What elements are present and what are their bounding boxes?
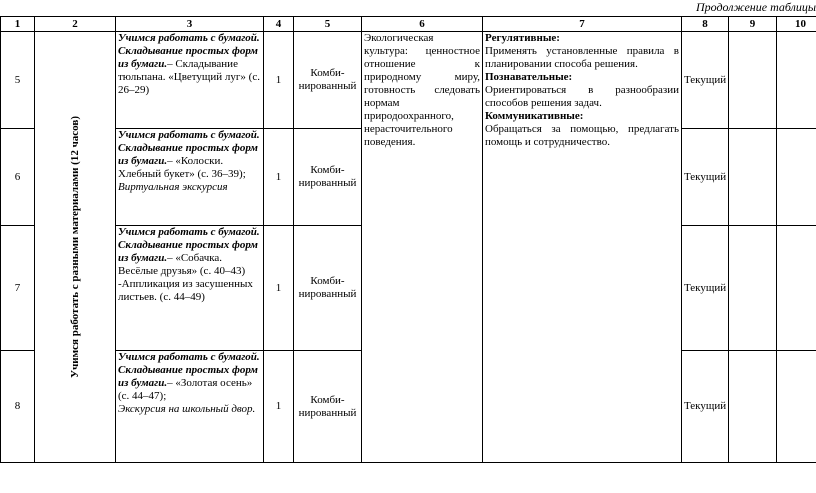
regulative-text: Применять установленные правила в планировании способа решения. (485, 45, 679, 70)
topic-cell (116, 129, 264, 226)
section-title: Учимся работать с разными материалами (12 часов) (69, 116, 81, 378)
hours-cell: 1 (264, 226, 294, 351)
col-header: 10 (777, 17, 816, 32)
empty-cell (777, 226, 816, 351)
personal-results-cell: Экологическая культура: ценностное отношение к природному миру, готовность следовать нормам природоохранного, нерасточительного поведения. (362, 32, 483, 463)
header-row (1, 17, 816, 32)
col-header: 2 (35, 17, 116, 32)
table-row (1, 32, 816, 129)
empty-cell (777, 32, 816, 129)
lesson-plan-table (0, 16, 816, 463)
empty-cell (729, 129, 777, 226)
lesson-number: 6 (1, 129, 35, 226)
col-header: 8 (682, 17, 729, 32)
topic-cell (116, 32, 264, 129)
topic-note: Экскурсия на школьный двор. (118, 403, 256, 415)
communicative-title: Коммуникативные: (485, 110, 584, 122)
regulative-title: Регулятивные: (485, 32, 560, 44)
topic-title: Учимся работать с бумагой. Складывание простых форм из бумаги. (118, 226, 260, 264)
topic-dash: – (167, 252, 173, 264)
hours-cell: 1 (264, 32, 294, 129)
cognitive-title: Познавательные: (485, 71, 573, 83)
empty-cell (729, 32, 777, 129)
topic-title: Учимся работать с бумагой. Складывание простых форм из бумаги. (118, 351, 260, 389)
col-header: 5 (294, 17, 362, 32)
control-cell: Текущий (682, 226, 729, 351)
topic-text: «Колоски. Хлебный букет» (с. 36–39); (118, 155, 246, 180)
col-header: 4 (264, 17, 294, 32)
topic-text: «Золотая осень» (с. 44–47); (118, 377, 253, 402)
lesson-number: 8 (1, 351, 35, 463)
empty-cell (777, 129, 816, 226)
section-cell (35, 32, 116, 463)
col-header: 1 (1, 17, 35, 32)
col-header: 7 (483, 17, 682, 32)
topic-title: Учимся работать с бумагой. Складывание простых форм из бумаги. (118, 32, 260, 70)
lesson-type-cell: Комби-нированный (294, 351, 362, 463)
empty-cell (777, 351, 816, 463)
col-header: 9 (729, 17, 777, 32)
control-cell: Текущий (682, 351, 729, 463)
topic-text: Складывание тюльпана. «Цветущий луг» (с. 26–29) (118, 58, 260, 96)
lesson-number: 5 (1, 32, 35, 129)
lesson-number: 7 (1, 226, 35, 351)
communicative-text: Обращаться за помощью, предлагать помощь и сотрудничество. (485, 123, 679, 148)
topic-title: Учимся работать с бумагой. Складывание простых форм из бумаги. (118, 129, 260, 167)
hours-cell: 1 (264, 351, 294, 463)
continuation-label: Продолжение таблицы (695, 0, 816, 14)
empty-cell (729, 226, 777, 351)
col-header: 3 (116, 17, 264, 32)
empty-cell (729, 351, 777, 463)
col-header: 6 (362, 17, 483, 32)
control-cell: Текущий (682, 32, 729, 129)
control-cell: Текущий (682, 129, 729, 226)
topic-dash: – (167, 155, 173, 167)
hours-cell: 1 (264, 129, 294, 226)
topic-cell (116, 226, 264, 351)
lesson-type-cell: Комби-нированный (294, 129, 362, 226)
uud-cell (483, 32, 682, 463)
lesson-type-cell: Комби-нированный (294, 32, 362, 129)
topic-text: «Собачка. Весёлые друзья» (с. 40–43) -Аппликация из засушенных листьев. (с. 44–49) (118, 252, 253, 303)
topic-dash: – (167, 377, 173, 389)
topic-cell (116, 351, 264, 463)
topic-dash: – (167, 58, 173, 70)
cognitive-text: Ориентироваться в разнообразии способов решения задач. (485, 84, 679, 109)
lesson-type-cell: Комби-нированный (294, 226, 362, 351)
topic-note: Виртуальная экскурсия (118, 181, 228, 193)
